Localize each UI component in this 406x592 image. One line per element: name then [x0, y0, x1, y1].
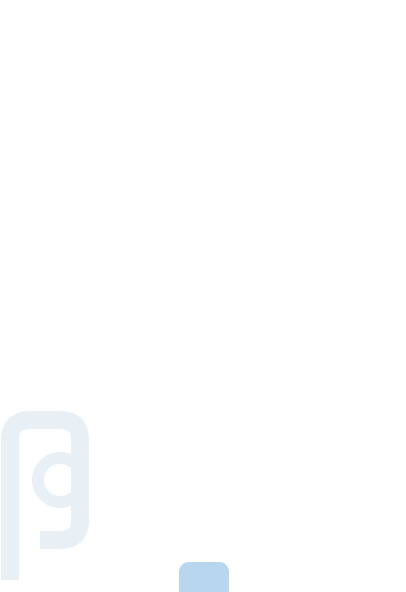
watermark-decoration	[0, 400, 120, 590]
page-number-tab	[179, 562, 229, 592]
